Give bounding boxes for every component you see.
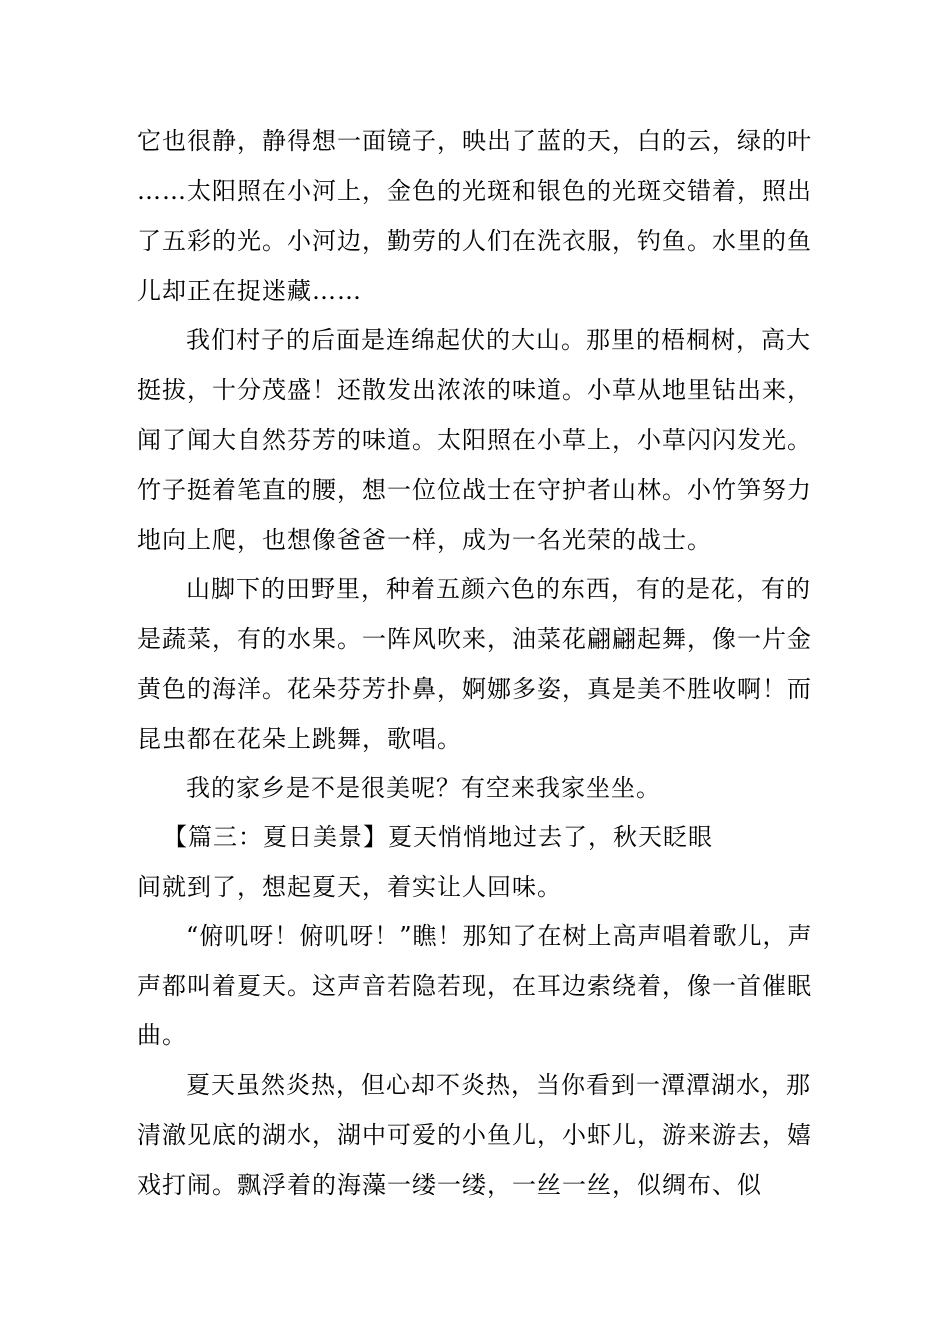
paragraph-0-line-3: 儿却正在捉迷藏…… (137, 277, 362, 305)
paragraph-1-line-1: 挺拔，十分茂盛！还散发出浓浓的味道。小草从地里钻出来， (137, 376, 812, 404)
paragraph-4-line-1: 间就到了，想起夏天，着实让人回味。 (137, 873, 562, 901)
paragraph-0-line-1: ……太阳照在小河上，金色的光斑和银色的光斑交错着，照出 (137, 177, 812, 205)
paragraph-3-line-0: 我的家乡是不是很美呢？有空来我家坐坐。 (186, 774, 661, 802)
paragraph-0-line-0: 它也很静，静得想一面镜子，映出了蓝的天，白的云，绿的叶 (137, 127, 812, 155)
paragraph-5-line-2: 曲。 (137, 1021, 187, 1049)
paragraph-1-line-4: 地向上爬，也想像爸爸一样，成为一名光荣的战士。 (137, 526, 712, 554)
paragraph-6-line-1: 清澈见底的湖水，湖中可爱的小鱼儿，小虾儿，游来游去，嬉 (137, 1121, 812, 1149)
paragraph-5-line-1: 声都叫着夏天。这声音若隐若现，在耳边索绕着，像一首催眠 (137, 972, 812, 1000)
paragraph-2-line-0: 山脚下的田野里，种着五颜六色的东西，有的是花，有的 (186, 575, 811, 603)
paragraph-1-line-0: 我们村子的后面是连绵起伏的大山。那里的梧桐树，高大 (186, 326, 811, 354)
paragraph-6-line-2: 戏打闹。飘浮着的海藻一缕一缕，一丝一丝，似绸布、似 (137, 1171, 762, 1199)
paragraph-1-line-2: 闻了闻大自然芬芳的味道。太阳照在小草上，小草闪闪发光。 (137, 426, 812, 454)
paragraph-2-line-2: 黄色的海洋。花朵芬芳扑鼻，婀娜多姿，真是美不胜收啊！而 (137, 675, 812, 703)
paragraph-6-line-0: 夏天虽然炎热，但心却不炎热，当你看到一潭潭湖水，那 (186, 1071, 811, 1099)
paragraph-5-line-0: “俯叽呀！俯叽呀！”瞧！那知了在树上高声唱着歌儿，声 (186, 922, 813, 950)
paragraph-1-line-3: 竹子挺着笔直的腰，想一位位战士在守护者山林。小竹笋努力 (137, 476, 812, 504)
paragraph-2-line-1: 是蔬菜，有的水果。一阵风吹来，油菜花翩翩起舞，像一片金 (137, 625, 812, 653)
paragraph-4-line-0: 【篇三：夏日美景】夏天悄悄地过去了，秋天眨眼 (163, 823, 713, 851)
paragraph-0-line-2: 了五彩的光。小河边，勤劳的人们在洗衣服，钓鱼。水里的鱼 (137, 227, 812, 255)
paragraph-2-line-3: 昆虫都在花朵上跳舞，歌唱。 (137, 725, 462, 753)
